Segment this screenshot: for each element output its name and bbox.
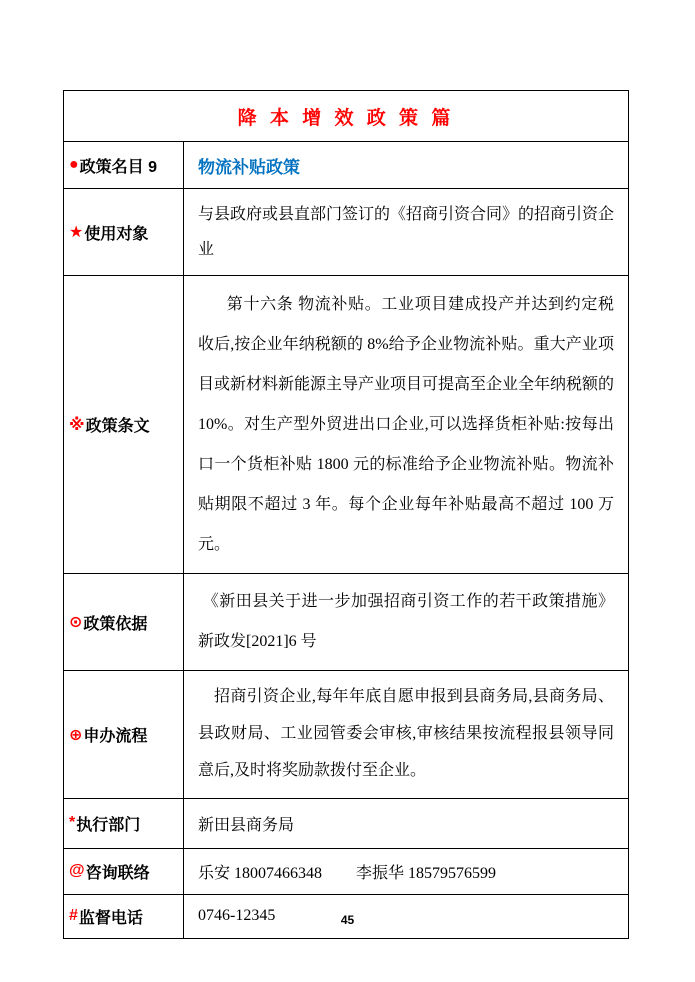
target-value: 与县政府或县直部门签订的《招商引资合同》的招商引资企业: [198, 206, 615, 259]
contact-label-cell: [64, 849, 184, 894]
policy-name-label: 政策名目 9: [79, 158, 158, 176]
table-row-target: [64, 188, 628, 275]
phone-label: 监督电话: [78, 909, 143, 927]
circle-dot-bullet-icon: ⊙: [69, 614, 83, 632]
asterisk-bullet-icon: *: [69, 814, 76, 832]
clause-value-cell: [184, 276, 628, 573]
hash-bullet-icon: #: [69, 907, 78, 925]
basis-label: 政策依据: [83, 615, 148, 633]
basis-value: 《新田县关于进一步加强招商引资工作的若干政策措施》新政发[2021]6 号: [198, 593, 614, 651]
target-value-cell: [184, 189, 628, 275]
department-label: 执行部门: [76, 816, 141, 834]
department-value: 新田县商务局: [198, 816, 295, 834]
table-row-clause: [64, 275, 628, 573]
phone-value: 0746-12345: [198, 907, 276, 925]
contact-value-cell: [184, 849, 628, 894]
clause-label: 政策条文: [85, 418, 150, 436]
table-row-process: [64, 670, 628, 797]
department-value-cell: [184, 799, 628, 848]
basis-value-cell: [184, 574, 628, 670]
contact-value: [198, 860, 614, 883]
contact-label: 咨询联络: [85, 864, 150, 882]
contact-person-2: 李振华 18579576599: [356, 864, 497, 882]
policy-name-value-cell: [184, 142, 628, 188]
basis-label-cell: [64, 574, 184, 670]
table-row-basis: [64, 573, 628, 670]
clause-label-cell: [64, 276, 184, 573]
circle-plus-bullet-icon: ⊕: [69, 726, 83, 744]
page-number: 45: [340, 913, 355, 927]
process-value: 招商引资企业,每年年底自愿申报到县商务局,县商务局、县政财局、工业园管委会审核,审核结果按流程报县领导同意后,及时将奖励款拨付至企业。: [198, 688, 614, 779]
reference-mark-icon: ※: [69, 416, 85, 434]
table-title: 降 本 增 效 政 策 篇: [237, 107, 455, 129]
at-sign-bullet-icon: @: [69, 862, 85, 880]
policy-name-label-cell: [64, 142, 184, 188]
table-row-policy-name: [64, 141, 628, 188]
policy-name-value: 物流补贴政策: [198, 157, 300, 177]
policy-table: [63, 90, 629, 939]
process-label: 申办流程: [83, 728, 148, 746]
star-bullet-icon: ★: [69, 224, 84, 242]
table-row-department: [64, 798, 628, 848]
clause-value: 第十六条 物流补贴。工业项目建成投产并达到约定税收后,按企业年纳税额的 8%给予企业物流补贴。重大产业项目或新材料新能源主导产业项目可提高至企业全年纳税额的 10%。对生产型外贸进出口企业,可以选择货柜补贴:按每出口一个货柜补贴 1800 元的标准给予企业物流补贴。物流补贴期限不超过 3 年。每个企业每年补贴最高不超过 100 万元。: [198, 295, 615, 553]
contact-person-1: 乐安 18007466348: [198, 864, 323, 882]
target-label-cell: [64, 189, 184, 275]
table-title-row: [64, 91, 628, 141]
target-label: 使用对象: [84, 225, 149, 243]
table-row-contact: [64, 848, 628, 894]
dot-bullet-icon: ●: [69, 156, 79, 173]
process-label-cell: [64, 671, 184, 797]
process-value-cell: [184, 671, 628, 797]
department-label-cell: [64, 799, 184, 848]
